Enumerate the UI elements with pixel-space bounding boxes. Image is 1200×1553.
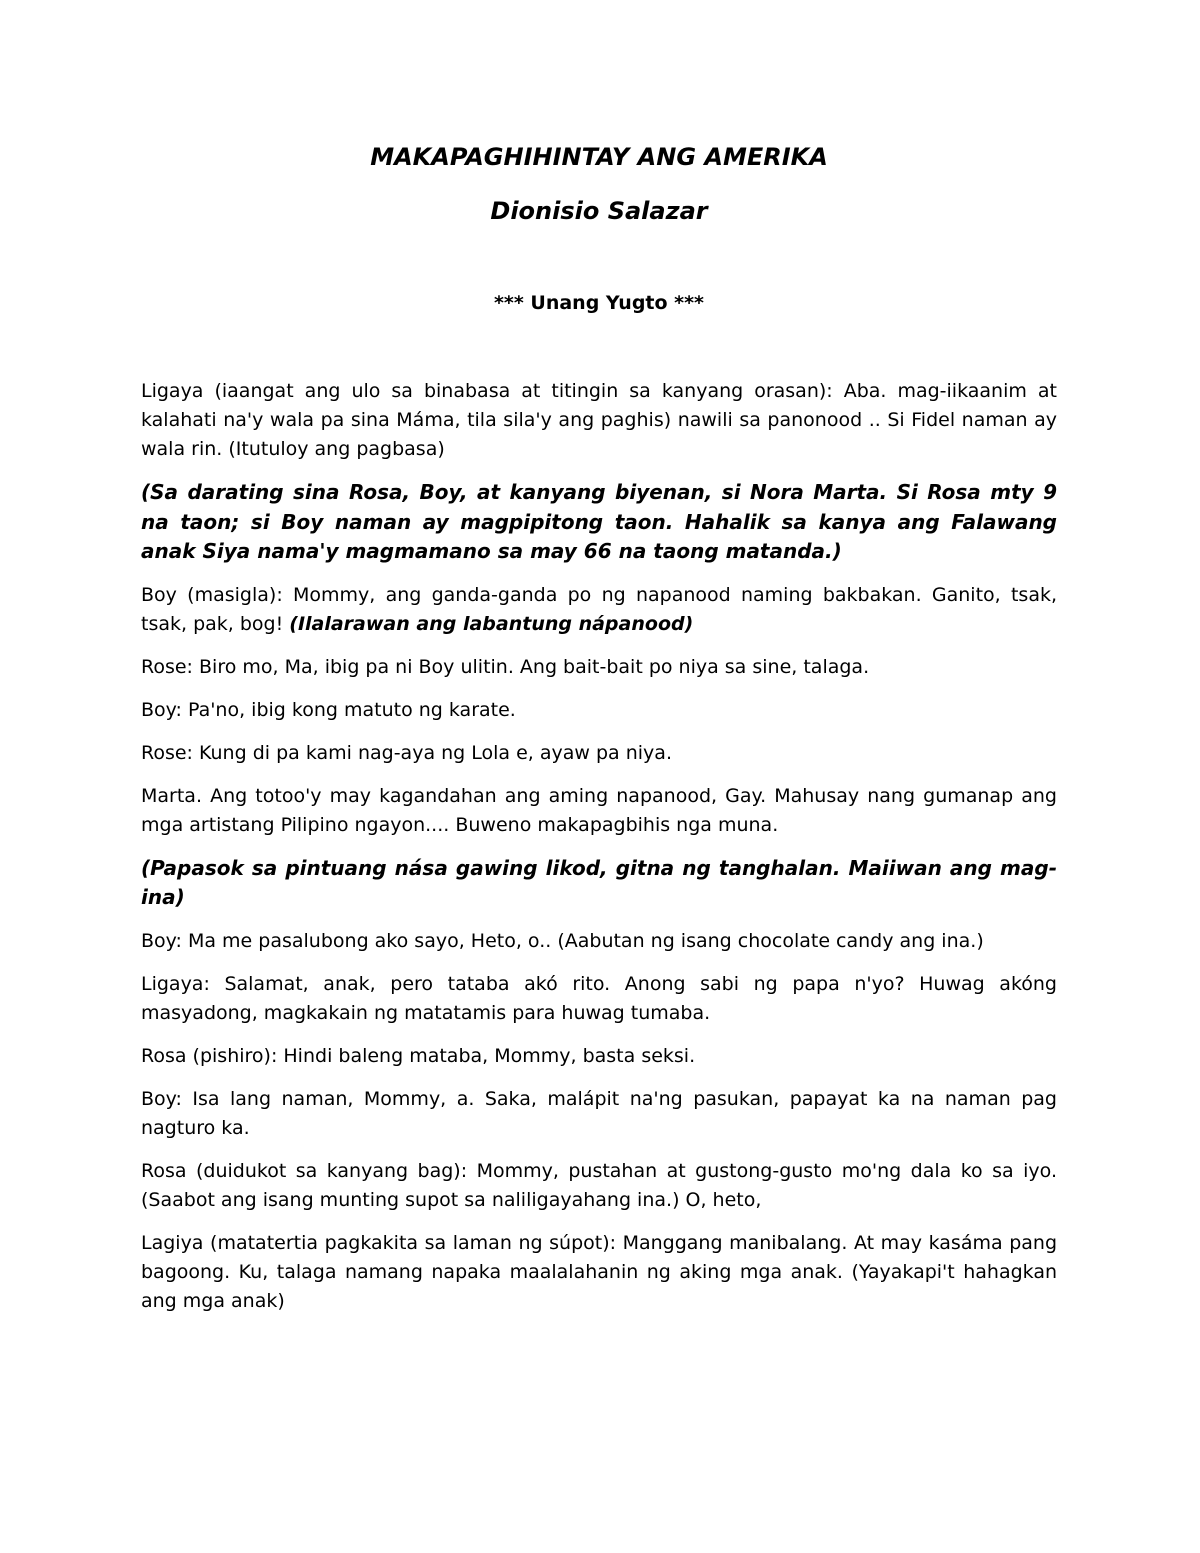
paragraph [141, 377, 1057, 464]
stage-direction [141, 478, 1057, 567]
paragraph [141, 782, 1057, 840]
dialogue-text: Ligaya (iaangat ang ulo sa binabasa at titingin sa kanyang orasan): Aba. mag-iikaanim at kalahati na'y wala pa sina Máma, tila sila'y ang paghis) nawili sa panonood .. Si Fidel naman ay wala rin. (Itutuloy ang pagbasa) [141, 380, 1057, 460]
stage-direction-text: (Papasok sa pintuang nása gawing likod, gitna ng tanghalan. Maiiwan ang mag-ina) [141, 855, 1057, 909]
act-heading: *** Unang Yugto *** [493, 292, 704, 314]
dialogue-text: Ligaya: Salamat, anak, pero tataba akó rito. Anong sabi ng papa n'yo? Huwag akóng masyadong, magkakain ng matatamis para huwag tumaba. [141, 972, 1057, 1024]
dialogue-text: Boy: Isa lang naman, Mommy, a. Saka, malápit na'ng pasukan, papayat ka na naman pag nagturo ka. [141, 1087, 1057, 1139]
paragraph [141, 1229, 1057, 1316]
script-body [141, 377, 1057, 1330]
dialogue-text: Rose: Biro mo, Ma, ibig pa ni Boy ulitin. Ang bait-bait po niya sa sine, talaga. [141, 655, 870, 678]
dialogue-text: Boy: Pa'no, ibig kong matuto ng karate. [141, 698, 516, 721]
paragraph [141, 1157, 1057, 1215]
stage-direction-text: (Sa darating sina Rosa, Boy, at kanyang biyenan, si Nora Marta. Si Rosa mty 9 na taon; si Boy naman ay magpipitong taon. Hahalik sa kanya ang Falawang anak Siya nama'y magmamano sa may 66 na taong matanda.) [141, 480, 1057, 563]
dialogue-text: Rose: Kung di pa kami nag-aya ng Lola e, ayaw pa niya. [141, 741, 672, 764]
dialogue-text: Rosa (pishiro): Hindi baleng mataba, Mommy, basta seksi. [141, 1044, 696, 1067]
paragraph [141, 696, 1057, 725]
paragraph [141, 927, 1057, 956]
dialogue-text: Marta. Ang totoo'y may kagandahan ang aming napanood, Gay. Mahusay nang gumanap ang mga artistang Pilipino ngayon.... Buweno makapagbihis nga muna. [141, 784, 1057, 836]
dialogue-text: Lagiya (matatertia pagkakita sa laman ng súpot): Manggang manibalang. At may kasáma pang bagoong. Ku, talaga namang napaka maalalahanin ng aking mga anak. (Yayakapi't hahagkan ang mga anak) [141, 1231, 1057, 1312]
paragraph [141, 970, 1057, 1028]
paragraph [141, 1085, 1057, 1143]
paragraph [141, 581, 1057, 639]
paragraph [141, 653, 1057, 682]
inline-stage-direction: (Ilalarawan ang labantung nápanood) [289, 612, 694, 635]
dialogue-text: Boy (masigla): Mommy, ang ganda-ganda po ng napanood naming bakbakan. Ganito, tsak, tsak, pak, bog! [141, 583, 1057, 635]
paragraph [141, 1042, 1057, 1071]
dialogue-text: Rosa (duidukot sa kanyang bag): Mommy, pustahan at gustong-gusto mo'ng dala ko sa iyo. (Saabot ang isang munting supot sa naliligayahang ina.) O, heto, [141, 1159, 1057, 1211]
document-title: MAKAPAGHIHINTAY ANG AMERIKA [370, 143, 828, 171]
dialogue-text: Boy: Ma me pasalubong ako sayo, Heto, o.. (Aabutan ng isang chocolate candy ang ina.) [141, 929, 984, 952]
stage-direction [141, 854, 1057, 913]
document-author: Dionisio Salazar [490, 197, 708, 225]
paragraph [141, 739, 1057, 768]
